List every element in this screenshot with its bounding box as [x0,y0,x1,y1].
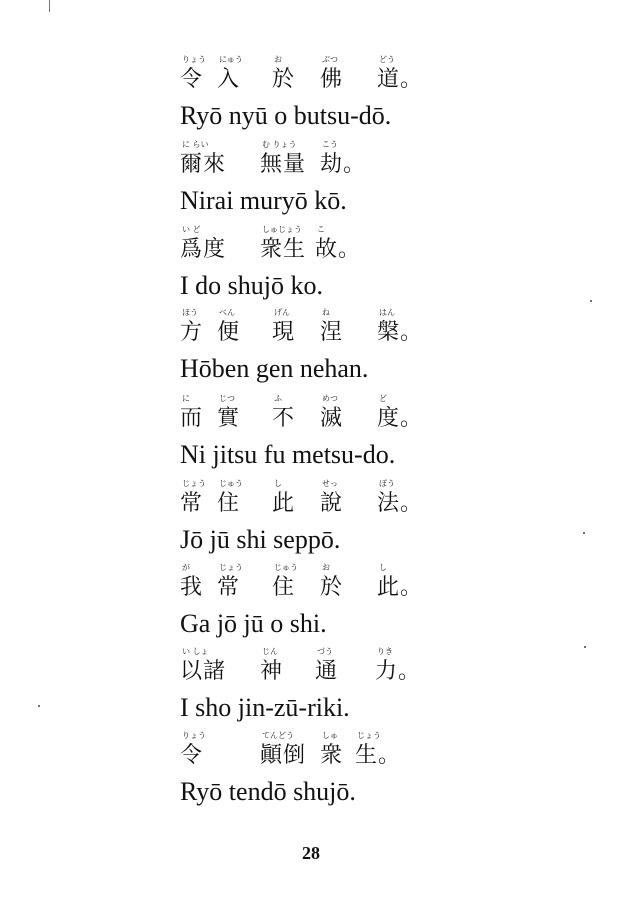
furigana: い しょ [182,647,209,656]
romaji-line: Ryō tendō shujō. [180,777,356,806]
kanji-text: 於 [320,575,344,600]
kanji-text: 此 [272,491,296,516]
furigana: めつ [322,394,338,403]
verse [180,647,620,723]
kanji-text: 神 [260,659,284,684]
kanji-text: 常 [217,575,241,600]
furigana: に らい [182,140,209,149]
kanji-text: 爲度 [180,237,227,262]
kanji-text: 住 [217,491,241,516]
furigana: ふ [274,394,282,403]
furigana: が [182,563,190,572]
verse [180,479,620,555]
kanji-line [180,563,620,607]
furigana: し [274,479,282,488]
romaji-line: Ryō nyū o butsu-dō. [180,101,392,130]
furigana: せっ [322,479,338,488]
kanji-text: 法。 [377,491,424,516]
furigana: べん [219,308,235,317]
furigana: ぽう [379,479,395,488]
furigana: じん [262,647,278,656]
furigana: りょう [182,55,206,64]
romaji-line: Hōben gen nehan. [180,354,369,383]
kanji-text: 涅 [320,320,344,345]
furigana: ぶつ [322,55,338,64]
kanji-text: 度。 [377,406,424,431]
romaji-line: Ga jō jū o shi. [180,609,327,638]
furigana: づう [317,647,333,656]
kanji-text: 於 [272,67,296,92]
kanji-line [180,647,620,691]
verse [180,140,620,216]
furigana: じつ [219,394,235,403]
kanji-line [180,394,620,438]
furigana: し [379,563,387,572]
kanji-line [180,55,620,99]
furigana: じゅう [274,563,298,572]
kanji-text: 不 [272,406,296,431]
scan-edge-mark [49,0,50,12]
kanji-text: 力。 [375,659,422,684]
furigana: じょう [182,479,206,488]
furigana: どう [379,55,395,64]
kanji-line [180,140,620,184]
kanji-text: 實 [217,406,241,431]
furigana: しゅじょう [262,225,302,234]
kanji-text: 令 [180,743,204,768]
kanji-text: 現 [272,320,296,345]
kanji-text: 令 [180,67,204,92]
furigana: に [182,394,190,403]
scan-speck [583,532,585,534]
romaji-line: Ni jitsu fu metsu-do. [180,440,396,469]
kanji-text: 爾來 [180,152,227,177]
verse [180,55,620,131]
furigana: こう [322,140,338,149]
kanji-text: 通 [315,659,339,684]
kanji-text: 槃。 [377,320,424,345]
kanji-text: 而 [180,406,204,431]
kanji-text: 便 [217,320,241,345]
page-number: 28 [302,843,320,863]
kanji-text: 住 [272,575,296,600]
furigana: はん [379,308,395,317]
kanji-text: 道。 [377,67,424,92]
kanji-text: 常 [180,491,204,516]
kanji-text: 說 [320,491,344,516]
kanji-text: 此。 [377,575,424,600]
kanji-text: 衆 [320,743,344,768]
verse [180,308,620,384]
kanji-line [180,225,620,269]
verse [180,394,620,470]
kanji-text: 無量 [260,152,307,177]
kanji-text: 入 [217,67,241,92]
furigana: こ [317,225,325,234]
scan-speck [590,300,592,302]
furigana: じょう [219,563,243,572]
scan-speck [584,646,586,648]
kanji-line [180,308,620,352]
furigana: じゅう [219,479,243,488]
furigana: む りょう [262,140,297,149]
furigana: にゅう [219,55,243,64]
furigana: しゅ [322,731,338,740]
kanji-text: 方 [180,320,204,345]
furigana: ほう [182,308,198,317]
furigana: じょう [357,731,381,740]
verse [180,731,620,807]
romaji-line: I sho jin-zū-riki. [180,693,350,722]
kanji-text: 故。 [315,237,362,262]
kanji-text: 滅 [320,406,344,431]
furigana: りき [377,647,393,656]
verse [180,225,620,301]
furigana: てんどう [262,731,294,740]
verse [180,563,620,639]
furigana: りょう [182,731,206,740]
romaji-line: I do shujō ko. [180,271,323,300]
furigana: ど [379,394,387,403]
scan-speck [38,705,40,707]
kanji-text: 顚倒 [260,743,307,768]
kanji-text: 以諸 [180,659,227,684]
kanji-line [180,731,620,775]
kanji-line [180,479,620,523]
furigana: げん [274,308,290,317]
furigana: お [322,563,330,572]
romaji-line: Jō jū shi seppō. [180,525,341,554]
romaji-line: Nirai muryō kō. [180,186,347,215]
kanji-text: 衆生 [260,237,307,262]
kanji-text: 佛 [320,67,344,92]
furigana: ね [322,308,330,317]
furigana: お [274,55,282,64]
kanji-text: 生。 [355,743,402,768]
kanji-text: 劫。 [320,152,367,177]
kanji-text: 我 [180,575,204,600]
furigana: い ど [182,225,201,234]
